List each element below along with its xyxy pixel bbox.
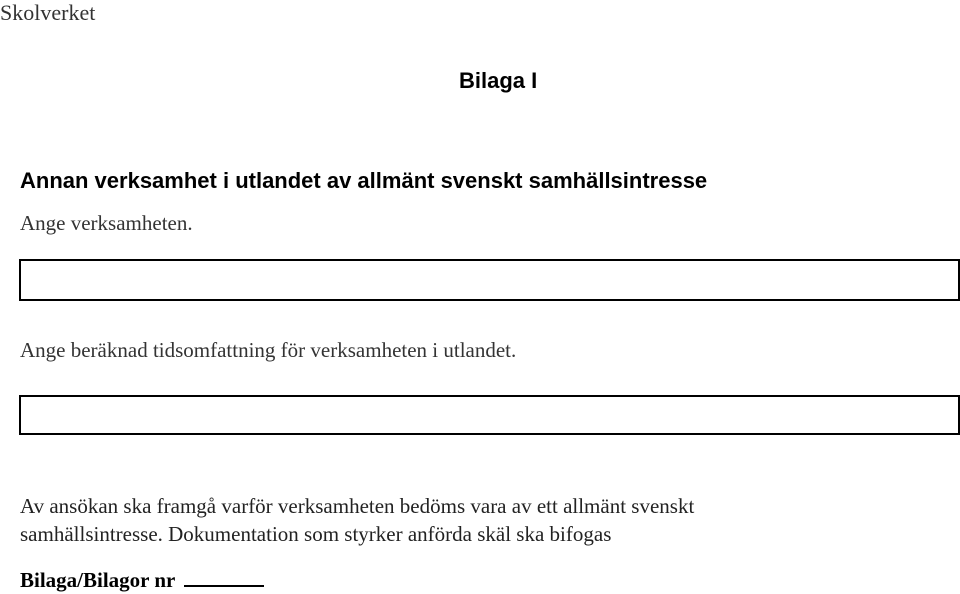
organization-name: Skolverket [0,0,96,25]
appendix-title: Bilaga I [459,68,538,93]
attachment-number-blank[interactable] [184,565,264,587]
instructions-line-1: Av ansökan ska framgå varför verksamheten bedöms vara av ett allmänt svenskt [20,494,695,518]
time-extent-prompt-label: Ange beräknad tidsomfattning för verksamheten i utlandet. [20,338,517,362]
attachment-number-row [20,565,264,594]
activity-input-field[interactable] [19,259,960,301]
activity-prompt-label: Ange verksamheten. [20,211,193,235]
section-title: Annan verksamhet i utlandet av allmänt svenskt samhällsintresse [20,168,708,193]
instructions-paragraph [20,492,950,548]
time-extent-input-field[interactable] [19,395,960,435]
attachment-number-label: Bilaga/Bilagor nr [20,568,175,592]
instructions-line-2: samhällsintresse. Dokumentation som styrker anförda skäl ska bifogas [20,522,612,546]
